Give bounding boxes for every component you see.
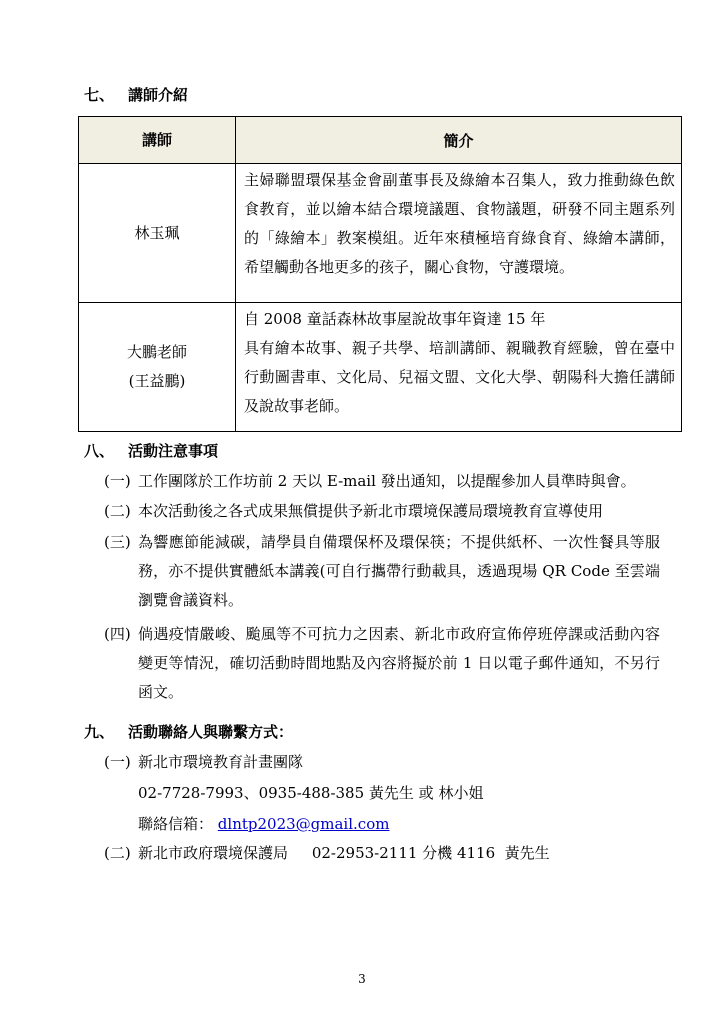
section-7-number: 七、 (84, 86, 115, 104)
instructor-bio (236, 303, 682, 432)
instructor-name (79, 164, 236, 303)
instructor-name-line: 大鵬老師 (126, 343, 187, 361)
contact-phone-line: 02-7728-7993、0935-488-385 黃先生 或 林小姐 (138, 784, 484, 802)
section-8-number: 八、 (84, 442, 115, 460)
instructor-name-line: 林玉珮 (134, 223, 180, 242)
instructor-table (78, 116, 682, 432)
contact-item (104, 748, 660, 777)
page-number: 3 (358, 972, 366, 986)
section-7-title: 講師介紹 (128, 86, 189, 104)
notice-item-text: 本次活動後之各式成果無償提供予新北市環境保護局環境教育宣導使用 (138, 502, 604, 520)
instructor-bio (236, 164, 682, 303)
bio-paragraph: 主婦聯盟環保基金會副董事長及綠繪本召集人，致力推動綠色飲食教育，並以繪本結合環境議題、食物議題，研發不同主題系列的「綠繪本」教案模組。近年來積極培育綠食育、綠繪本講師，希望觸動各地更多的孩子，關心食物，守護環境。 (244, 171, 675, 276)
table-row (79, 303, 682, 432)
notice-item-text: 為響應節能減碳，請學員自備環保杯及環保筷；不提供紙杯、一次性餐具等服務，亦不提供實體紙本講義(可自行攜帶行動載具，透過現場 QR Code 至雲端瀏覽會議資料。 (138, 533, 660, 609)
email-link[interactable]: dlntp2023@gmail.com (217, 815, 390, 833)
table-header-row (79, 117, 682, 164)
section-9-heading (84, 721, 293, 742)
header-instructor: 講師 (79, 117, 236, 164)
contact-item (104, 839, 660, 868)
section-8-heading (84, 440, 218, 461)
contact-item-label: (二) (104, 844, 131, 862)
instructor-name-line: (王益鵬) (128, 372, 186, 390)
notice-item-label: (一) (104, 472, 131, 490)
contact-item-text: 新北市環境教育計畫團隊 (138, 753, 304, 771)
section-8-title: 活動注意事項 (128, 442, 219, 460)
notice-item-text: 工作團隊於工作坊前 2 天以 E-mail 發出通知，以提醒參加人員準時與會。 (138, 472, 636, 490)
bio-paragraph: 自 2008 童話森林故事屋說故事年資達 15 年 (244, 310, 546, 328)
header-introduction: 簡介 (236, 117, 682, 164)
notice-item (104, 497, 660, 526)
bio-paragraph: 具有繪本故事、親子共學、培訓講師、親職教育經驗，曾在臺中行動圖書車、文化局、兒福文盟、文化大學、朝陽科大擔任講師及說故事老師。 (244, 339, 675, 415)
contact-email-line (138, 813, 389, 834)
notice-item (104, 467, 660, 496)
notice-item-label: (二) (104, 502, 131, 520)
contact-item-text: 新北市政府環境保護局 02-2953-2111 分機 4116 黃先生 (138, 844, 550, 862)
email-label: 聯絡信箱： (138, 815, 214, 833)
notice-item-label: (三) (104, 533, 131, 551)
notice-item-text: 倘遇疫情嚴峻、颱風等不可抗力之因素、新北市政府宣佈停班停課或活動內容變更等情況，確切活動時間地點及內容將擬於前 1 日以電子郵件通知，不另行函文。 (138, 625, 660, 701)
section-7-heading (84, 84, 188, 105)
notice-item-label: (四) (104, 625, 131, 643)
notice-item (104, 620, 660, 707)
contact-item-label: (一) (104, 753, 131, 771)
instructor-name (79, 303, 236, 432)
table-row (79, 164, 682, 303)
section-9-number: 九、 (84, 723, 115, 741)
notice-item (104, 528, 660, 615)
section-9-title: 活動聯絡人與聯繫方式： (128, 723, 294, 741)
